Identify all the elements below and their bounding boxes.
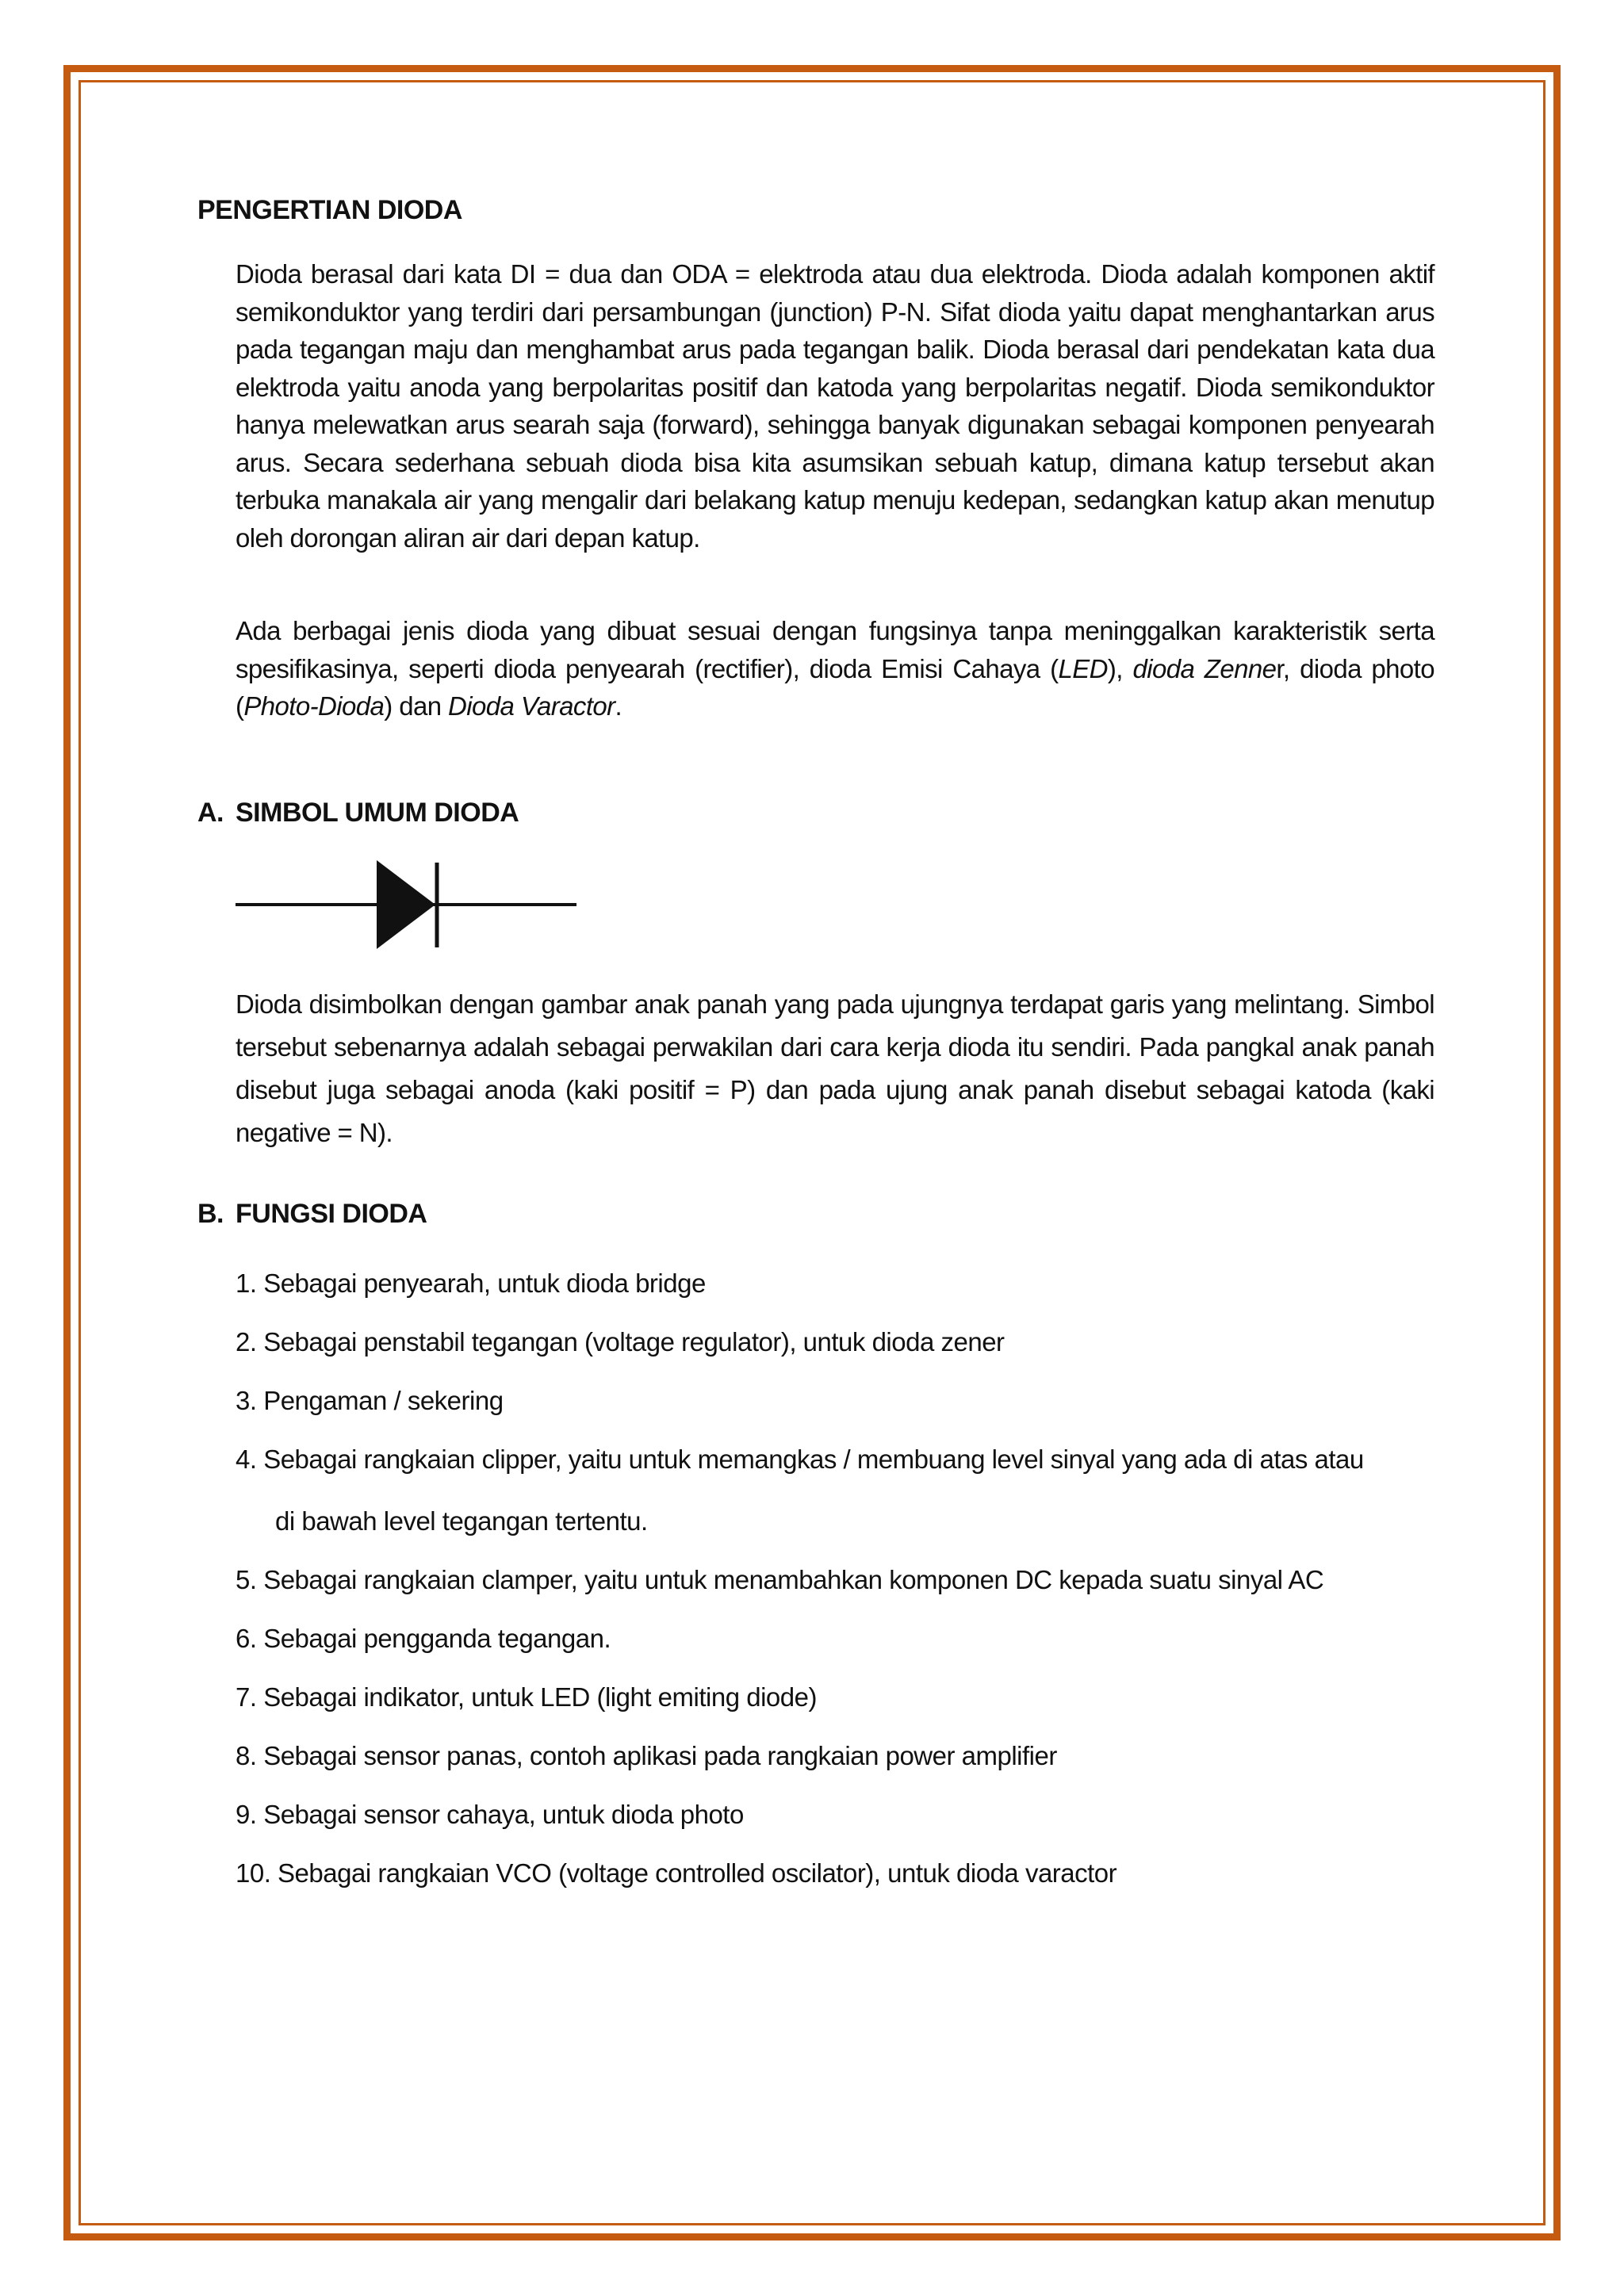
list-item: 4. Sebagai rangkaian clipper, yaitu untuk memangkas / membuang level sinyal yang ada di atas atau — [236, 1445, 1364, 1474]
list-item: 2. Sebagai penstabil tegangan (voltage regulator), untuk dioda zener — [236, 1327, 1005, 1357]
list-item: 5. Sebagai rangkaian clamper, yaitu untuk menambahkan komponen DC kepada suatu sinyal AC — [236, 1565, 1324, 1594]
list-item: 8. Sebagai sensor panas, contoh aplikasi pada rangkaian power amplifier — [236, 1741, 1057, 1770]
symbol-description: Dioda disimbolkan dengan gambar anak panah yang pada ujungnya terdapat garis yang melintang. Simbol tersebut sebenarnya adalah sebagai perwakilan dari cara kerja dioda itu sendiri. Pada pangkal anak panah disebut juga sebagai anoda (kaki positif = P) dan pada ujung anak panah disebut sebagai katoda (kaki negative = N). — [236, 989, 1434, 1147]
list-item: 1. Sebagai penyearah, untuk dioda bridge — [236, 1269, 706, 1298]
list-item: 9. Sebagai sensor cahaya, untuk dioda photo — [236, 1800, 744, 1829]
list-item-continuation: di bawah level tegangan tertentu. — [275, 1506, 648, 1536]
diode-anode-triangle — [377, 860, 435, 949]
intro-paragraph-2: Ada berbagai jenis dioda yang dibuat sesuai dengan fungsinya tanpa meninggalkan karakteristik serta spesifikasinya, seperti dioda penyearah (rectifier), dioda Emisi Cahaya (LED), dioda Zenner, dioda photo (Photo-Dioda) dan Dioda Varactor. — [236, 616, 1434, 721]
list-item: 7. Sebagai indikator, untuk LED (light emiting diode) — [236, 1682, 817, 1712]
intro-paragraph-1: Dioda berasal dari kata DI = dua dan ODA = elektroda atau dua elektroda. Dioda adalah komponen aktif semikonduktor yang terdiri dari persambungan (junction) P-N. Sifat dioda yaitu dapat menghantarkan arus pada tegangan maju dan menghambat arus pada tegangan balik. Dioda berasal dari pendekatan kata dua elektroda yaitu anoda yang berpolaritas positif dan katoda yang berpolaritas negatif. Dioda semikonduktor hanya melewatkan arus searah saja (forward), sehingga banyak digunakan sebagai komponen penyearah arus. Secara sederhana sebuah dioda bisa kita asumsikan sebuah katup, dimana katup tersebut akan terbuka manakala air yang mengalir dari belakang katup menuju kedepan, sedangkan katup akan menutup oleh dorongan aliran air dari depan katup. — [236, 259, 1434, 553]
list-item: 6. Sebagai pengganda tegangan. — [236, 1624, 611, 1653]
section-title-pengertian: PENGERTIAN DIODA — [197, 195, 462, 225]
list-item: 10. Sebagai rangkaian VCO (voltage controlled oscilator), untuk dioda varactor — [236, 1858, 1117, 1888]
diode-symbol-icon — [236, 860, 576, 955]
section-heading-fungsi: B. FUNGSI DIODA — [197, 1199, 427, 1229]
section-heading-simbol: A. SIMBOL UMUM DIODA — [197, 798, 519, 828]
list-item: 3. Pengaman / sekering — [236, 1386, 504, 1415]
